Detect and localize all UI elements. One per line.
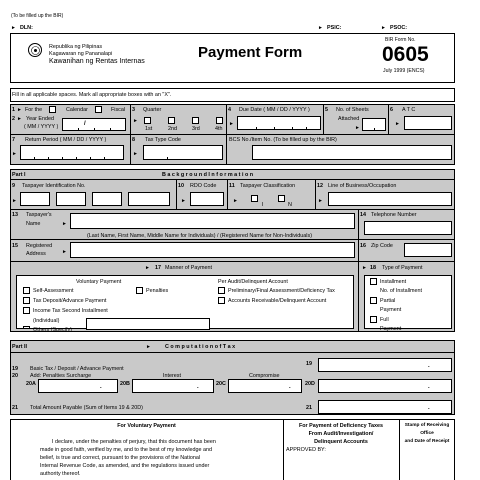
divider xyxy=(62,157,63,160)
zip-code-field[interactable] xyxy=(404,243,452,257)
divider xyxy=(34,157,35,160)
taxpayer-name-hint: (Last Name, First Name, Middle Name for Individuals) / (Registered Name for Non-Individuals) xyxy=(87,233,312,239)
agency-line1: Republika ng Pilipinas xyxy=(49,44,103,50)
tin-field-4[interactable] xyxy=(128,192,170,206)
type-of-payment-label: Type of Payment xyxy=(382,265,423,271)
deficiency-title-1: For Payment of Deficiency Taxes xyxy=(298,423,384,429)
part1-title: Part I xyxy=(12,172,26,178)
income-tax-installment-label: Income Tax Second Installment xyxy=(33,308,108,314)
arrow-right-icon: ► xyxy=(133,151,138,157)
item12-number: 12 xyxy=(317,183,323,189)
approved-by-label: APPROVED BY: xyxy=(286,447,326,453)
divider xyxy=(274,127,275,130)
divider xyxy=(167,157,168,160)
arrow-right-icon: ► xyxy=(12,151,17,157)
atc-label: A T C xyxy=(402,107,416,113)
form-title: Payment Form xyxy=(198,44,303,61)
divider xyxy=(48,157,49,160)
divider xyxy=(256,127,257,130)
divider xyxy=(130,104,131,165)
item11-number: 11 xyxy=(229,183,235,189)
bcs-field[interactable] xyxy=(252,145,452,160)
installment-label: Installment xyxy=(380,279,407,285)
nonindividual-class-checkbox[interactable] xyxy=(278,195,285,202)
instruction-text: Fill in all applicable spaces. Mark all appropriate boxes with an "X". xyxy=(12,92,172,98)
zip-code-label: Zip Code xyxy=(371,243,393,249)
form-date: July 1999 (ENCS) xyxy=(383,68,425,74)
interest-field[interactable] xyxy=(132,379,214,393)
total-penalties-field[interactable] xyxy=(318,379,452,393)
total-amount-field[interactable] xyxy=(318,400,452,414)
taxpayer-name-label-2: Name xyxy=(26,221,41,227)
quarter-label: Quarter xyxy=(143,107,162,113)
item10-number: 10 xyxy=(178,183,184,189)
partial-payment-label: Payment xyxy=(380,307,402,313)
tax-type-label: Tax Type Code xyxy=(145,137,181,143)
calendar-checkbox[interactable] xyxy=(49,106,56,113)
divider xyxy=(78,128,79,131)
arrow-right-icon: ► xyxy=(145,265,150,271)
due-date-label: Due Date ( MM / DD / YYYY ) xyxy=(239,107,310,113)
rdo-code-field[interactable] xyxy=(190,192,224,206)
partial-label: Partial xyxy=(380,298,396,304)
sheets-label: No. of Sheets xyxy=(336,107,369,113)
address-label: Registered xyxy=(26,243,53,249)
divider xyxy=(358,239,359,261)
quarter-1st-checkbox[interactable] xyxy=(144,117,151,124)
fiscal-checkbox[interactable] xyxy=(95,106,102,113)
item20a-label: 20A xyxy=(26,381,36,387)
fiscal-label: Fiscal xyxy=(111,107,126,113)
bir-seal-logo xyxy=(28,43,42,57)
divider xyxy=(10,239,455,240)
basic-tax-field[interactable] xyxy=(318,358,452,372)
rdo-code-label: RDO Code xyxy=(190,183,217,189)
psic-label: PSIC: xyxy=(327,25,342,31)
penalties-label: Penalties xyxy=(146,288,169,294)
telephone-label: Telephone Number xyxy=(371,212,417,218)
arrow-right-icon: ► xyxy=(318,198,323,204)
decimal-point: . xyxy=(197,384,199,390)
quarter-2nd-label: 2nd xyxy=(168,126,177,132)
surcharge-field[interactable] xyxy=(38,379,118,393)
arrow-right-icon: ► xyxy=(133,118,138,124)
taxpayer-name-label: Taxpayer's xyxy=(26,212,52,218)
item1-label: For the xyxy=(25,107,43,113)
penalties-surcharge-label: Add: Penalties Surcharge xyxy=(30,373,92,379)
full-payment-label: Payment xyxy=(380,326,402,332)
quarter-4th-checkbox[interactable] xyxy=(216,117,223,124)
agency-line2: Kagawaran ng Pananalapi xyxy=(49,51,113,57)
item8-number: 8 xyxy=(132,137,135,143)
business-field[interactable] xyxy=(328,192,452,206)
others-label: Others (Specify) xyxy=(33,327,72,333)
return-period-label: Return Period ( MM / DD / YYYY ) xyxy=(25,137,107,143)
address-label-2: Address xyxy=(26,251,46,257)
class-n-label: N xyxy=(288,202,292,208)
basic-tax-label: Basic Tax / Deposit / Advance Payment xyxy=(30,366,124,372)
individual-label: (Individual) xyxy=(33,318,60,324)
bir-note: (To be filled up the BIR) xyxy=(11,13,64,19)
form-no-label: BIR Form No. xyxy=(385,37,416,43)
penalties-checkbox[interactable] xyxy=(136,287,143,294)
business-label: Line of Business/Occupation xyxy=(328,183,397,189)
quarter-3rd-checkbox[interactable] xyxy=(192,117,199,124)
item20b-label: 20B xyxy=(120,381,130,387)
item21-field-number: 21 xyxy=(306,405,312,411)
part2-heading: C o m p u t a t i o n o f T a x xyxy=(165,344,236,350)
arrow-right-icon: ► xyxy=(11,25,16,31)
item6-number: 6 xyxy=(390,107,393,113)
item1-number: 1 xyxy=(12,107,15,113)
year-ended-format: ( MM / YYYY ) xyxy=(24,124,59,130)
tin-label: Taxpayer Identification No. xyxy=(22,183,86,189)
tax-type-field[interactable] xyxy=(143,145,223,160)
decimal-point: . xyxy=(428,363,430,369)
tax-deposit-checkbox[interactable] xyxy=(23,297,30,304)
part1-heading: B a c k g r o u n d I n f o r m a t i o n xyxy=(162,172,254,178)
divider xyxy=(323,104,324,134)
divider xyxy=(306,127,307,130)
item16-number: 16 xyxy=(360,243,366,249)
self-assessment-checkbox[interactable] xyxy=(23,287,30,294)
arrow-right-icon: ► xyxy=(233,198,238,204)
return-period-field[interactable] xyxy=(20,145,124,160)
tin-field-2[interactable] xyxy=(56,192,86,206)
item19-field-number: 19 xyxy=(306,361,312,367)
sheets-sub-label: Attached xyxy=(338,116,360,122)
arrow-right-icon: ► xyxy=(146,344,151,350)
class-i-label: I xyxy=(262,202,264,208)
quarter-4th-label: 4th xyxy=(215,126,223,132)
taxpayer-name-field[interactable] xyxy=(70,213,355,229)
declaration-line1: I declare, under the penalties of perjury, that this document has been xyxy=(52,439,216,445)
item18-number: 18 xyxy=(370,265,376,271)
arrow-right-icon: ► xyxy=(62,249,67,255)
item20d-label: 20D xyxy=(305,381,315,387)
stamp-title-2: Office xyxy=(420,431,434,436)
divider xyxy=(315,179,316,209)
arrow-right-icon: ► xyxy=(17,107,22,113)
quarter-3rd-label: 3rd xyxy=(192,126,200,132)
others-checkbox[interactable] xyxy=(23,326,30,329)
arrow-right-icon: ► xyxy=(381,25,386,31)
partial-payment-checkbox[interactable] xyxy=(370,297,377,304)
divider xyxy=(358,261,359,332)
divider xyxy=(104,157,105,160)
divider xyxy=(226,104,227,165)
stamp-title-3: and Date of Receipt xyxy=(404,439,450,444)
individual-class-checkbox[interactable] xyxy=(251,195,258,202)
installment-checkbox[interactable] xyxy=(370,278,377,285)
quarter-2nd-checkbox[interactable] xyxy=(168,117,175,124)
deficiency-title-2: From Audit/Investigation/ xyxy=(308,431,374,437)
full-payment-checkbox[interactable] xyxy=(370,316,377,323)
divider xyxy=(227,179,228,209)
decimal-point: . xyxy=(289,384,291,390)
decimal-point: . xyxy=(428,384,430,390)
tin-field-3[interactable] xyxy=(92,192,122,206)
divider xyxy=(388,104,389,134)
item9-number: 9 xyxy=(12,183,15,189)
divider xyxy=(358,209,359,239)
arrow-right-icon: ► xyxy=(62,221,67,227)
arrow-right-icon: ► xyxy=(355,125,360,131)
item20c-label: 20C xyxy=(216,381,226,387)
address-field[interactable] xyxy=(70,242,355,258)
declaration-line2: made in good faith, verified by me, and to the best of my knowledge and xyxy=(40,447,213,453)
arrow-right-icon: ► xyxy=(362,265,367,271)
item5-number: 5 xyxy=(325,107,328,113)
type-of-payment-box xyxy=(364,275,452,329)
item17-number: 17 xyxy=(155,265,161,271)
quarter-1st-label: 1st xyxy=(145,126,153,132)
separator-slash: / xyxy=(84,121,86,127)
no-installment-label: No. of Installment xyxy=(380,288,422,294)
telephone-field[interactable] xyxy=(364,221,452,235)
divider xyxy=(94,128,95,131)
atc-field[interactable] xyxy=(404,116,452,130)
divider xyxy=(10,134,455,135)
decimal-point: . xyxy=(100,384,102,390)
divider xyxy=(10,261,455,262)
item2-number: 2 xyxy=(12,116,15,122)
divider xyxy=(176,179,177,209)
divider xyxy=(374,128,375,131)
declaration-line5: authority thereof. xyxy=(40,471,81,477)
divider xyxy=(110,128,111,131)
divider xyxy=(76,157,77,160)
preliminary-assessment-checkbox[interactable] xyxy=(218,287,225,294)
preliminary-assessment-label: Preliminary/Final Assessment/Deficiency Tax xyxy=(228,288,335,294)
total-amount-label: Total Amount Payable (Sum of Items 19 & 20D) xyxy=(30,405,143,411)
self-assessment-label: Self-Assessment xyxy=(33,288,74,294)
bcs-label: BCS No./Item No. (To be filled up by the BIR) xyxy=(229,137,337,143)
form-number: 0605 xyxy=(382,43,429,66)
part2-title: Part II xyxy=(12,344,27,350)
arrow-right-icon: ► xyxy=(12,198,17,204)
decimal-point: . xyxy=(428,405,430,411)
agency-line3: Kawanihan ng Rentas Internas xyxy=(49,58,145,65)
arrow-right-icon: ► xyxy=(395,121,400,127)
item14-number: 14 xyxy=(360,212,366,218)
item4-number: 4 xyxy=(228,107,231,113)
divider xyxy=(10,209,455,210)
item7-number: 7 xyxy=(12,137,15,143)
voluntary-payment-title: For Voluntary Payment xyxy=(117,423,176,429)
others-specify-field[interactable] xyxy=(86,318,210,330)
divider xyxy=(90,157,91,160)
declaration-line4: Internal Revenue Code, as amended, and the regulations issued under xyxy=(40,463,210,469)
item21-number: 21 xyxy=(12,405,18,411)
item3-number: 3 xyxy=(132,107,135,113)
arrow-right-icon: ► xyxy=(318,25,323,31)
due-date-field[interactable] xyxy=(237,116,321,130)
accounts-receivable-checkbox[interactable] xyxy=(218,297,225,304)
psoc-label: PSOC: xyxy=(390,25,408,31)
dln-label: DLN: xyxy=(20,25,33,31)
audit-heading: Per Audit/Delinquent Account xyxy=(218,279,288,285)
tax-deposit-label: Tax Deposit/Advance Payment xyxy=(33,298,107,304)
item15-number: 15 xyxy=(12,243,18,249)
calendar-label: Calendar xyxy=(66,107,88,113)
tin-field-1[interactable] xyxy=(20,192,50,206)
declaration-line3: belief, is true and correct, pursuant to the provisions of the National xyxy=(40,455,201,461)
deficiency-title-3: Delinquent Accounts xyxy=(314,439,368,445)
income-tax-installment-checkbox[interactable] xyxy=(23,307,30,314)
divider xyxy=(292,127,293,130)
taxpayer-class-label: Taxpayer Classification xyxy=(240,183,296,189)
arrow-right-icon: ► xyxy=(181,198,186,204)
manner-of-payment-label: Manner of Payment xyxy=(165,265,213,271)
arrow-right-icon: ► xyxy=(17,116,22,122)
item13-number: 13 xyxy=(12,212,18,218)
year-ended-label: Year Ended xyxy=(26,116,54,122)
stamp-title-1: Stamp of Receiving xyxy=(404,423,450,428)
interest-label: Interest xyxy=(163,373,181,379)
full-label: Full xyxy=(380,317,389,323)
item19-number: 19 xyxy=(12,366,18,372)
compromise-label: Compromise xyxy=(249,373,280,379)
divider xyxy=(10,179,455,180)
accounts-receivable-label: Accounts Receivable/Delinquent Account xyxy=(228,298,327,304)
voluntary-heading: Voluntary Payment xyxy=(76,279,122,285)
divider xyxy=(10,352,455,353)
item20-number: 20 xyxy=(12,373,18,379)
arrow-right-icon: ► xyxy=(229,121,234,127)
